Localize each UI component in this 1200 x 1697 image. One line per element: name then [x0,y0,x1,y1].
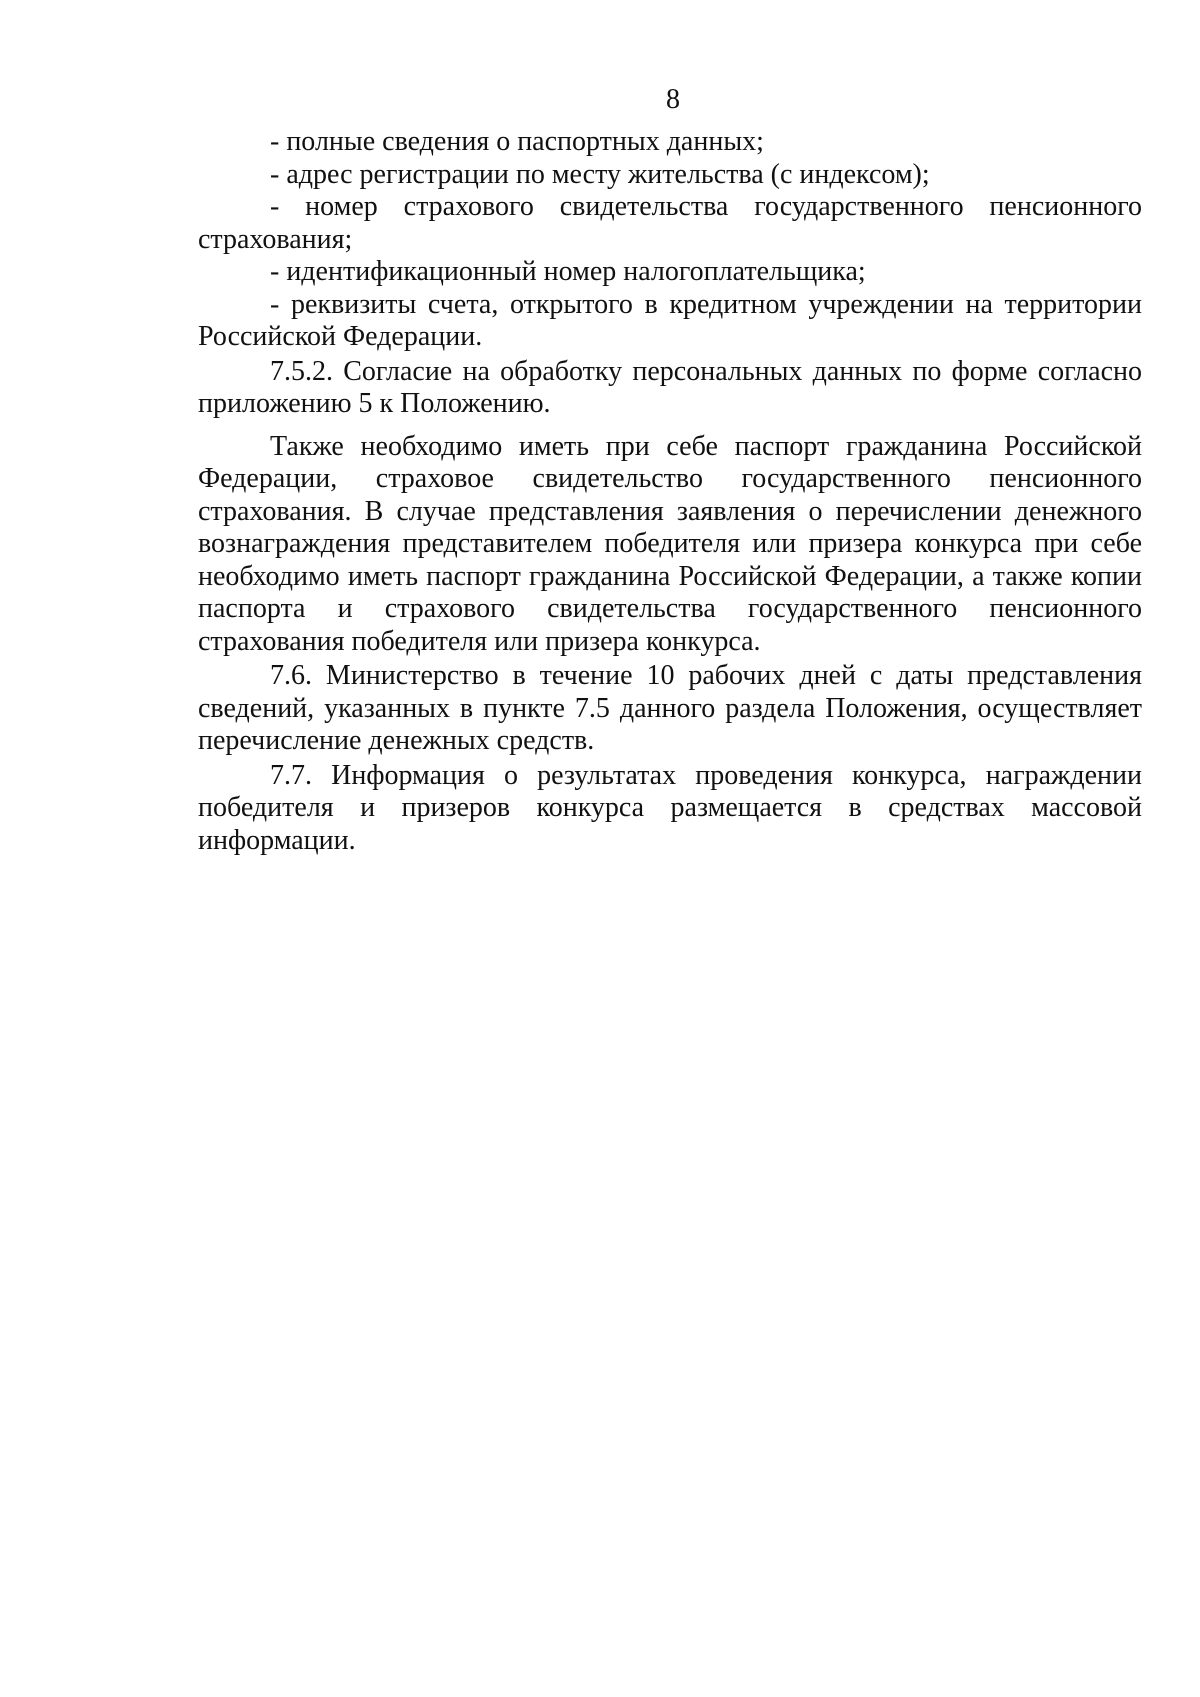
paragraph-7-7: 7.7. Информация о результатах проведения конкурса, награждении победителя и призеров конкурса размещается в средствах массовой информации. [198,759,1142,856]
paragraph-7-5-2: 7.5.2. Согласие на обработку персональных данных по форме согласно приложению 5 к Положению. [198,355,1142,419]
page-number: 8 [666,84,680,115]
paragraph-documents-required: Также необходимо иметь при себе паспорт гражданина Российской Федерации, страховое свидетельство государственного пенсионного страхования. В случае представления заявления о перечислении денежного вознаграждения представителем победителя или призера конкурса при себе необходимо иметь паспорт гражданина Российской Федерации, а также копии паспорта и страхового свидетельства государственного пенсионного страхования победителя или призера конкурса. [198,430,1142,657]
paragraph-7-6: 7.6. Министерство в течение 10 рабочих дней с даты представления сведений, указанных в пункте 7.5 данного раздела Положения, осуществляет перечисление денежных средств. [198,660,1142,756]
paragraph-registration-address: - адрес регистрации по месту жительства (с индексом); [270,158,930,190]
paragraph-tax-id: - идентификационный номер налогоплательщика; [270,256,866,287]
paragraph-bank-details: - реквизиты счета, открытого в кредитном учреждении на территории Российской Федерации. [198,288,1142,352]
paragraph-passport-details: - полные сведения о паспортных данных; [270,126,764,157]
document-body [198,126,1142,857]
paragraph-pension-certificate: - номер страхового свидетельства государственного пенсионного страхования; [198,191,1142,255]
